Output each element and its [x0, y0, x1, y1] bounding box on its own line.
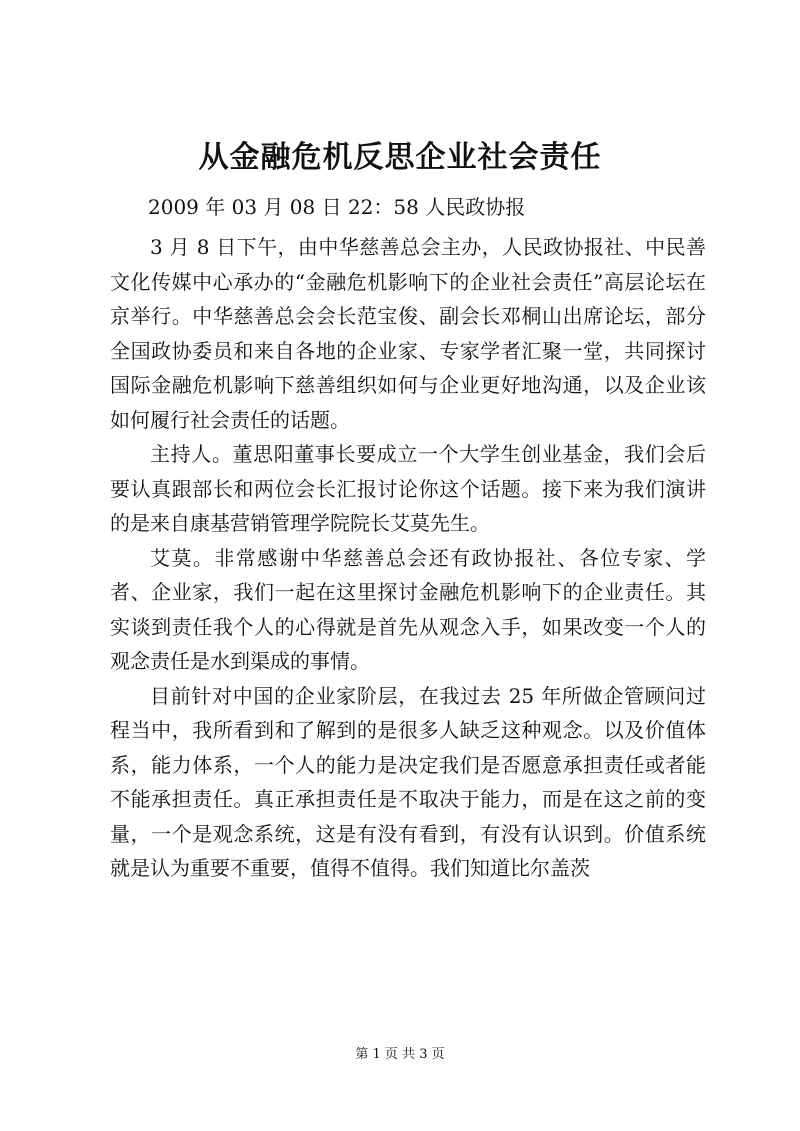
paragraph: 艾莫。非常感谢中华慈善总会还有政协报社、各位专家、学者、企业家，我们一起在这里探讨金融危机影响下的企业责任。其实谈到责任我个人的心得就是首先从观念入手，如果改变一个人的观念责任是水到渠成的事情。 [110, 545, 706, 673]
page-footer: 第 1 页 共 3 页 [355, 1047, 445, 1062]
article-body [110, 230, 706, 886]
paragraph: 主持人。董思阳董事长要成立一个大学生创业基金，我们会后要认真跟部长和两位会长汇报讨论你这个话题。接下来为我们演讲的是来自康基营销管理学院院长艾莫先生。 [110, 442, 706, 535]
paragraph: 3 月 8 日下午，由中华慈善总会主办，人民政协报社、中民善文化传媒中心承办的“金融危机影响下的企业社会责任”高层论坛在京举行。中华慈善总会会长范宝俊、副会长邓桐山出席论坛，部分全国政协委员和来自各地的企业家、专家学者汇聚一堂，共同探讨国际金融危机影响下慈善组织如何与企业更好地沟通，以及企业该如何履行社会责任的话题。 [110, 235, 706, 432]
page-title: 从金融危机反思企业社会责任 [198, 140, 602, 175]
byline: 2009 年 03 月 08 日 22：58 人民政协报 [148, 195, 526, 219]
paragraph: 目前针对中国的企业家阶层，在我过去 25 年所做企管顾问过程当中，我所看到和了解到的是很多人缺乏这种观念。以及价值体系，能力体系，一个人的能力是决定我们是否愿意承担责任或者能不能承担责任。真正承担责任是不取决于能力，而是在这之前的变量，一个是观念系统，这是有没有看到，有没有认识到。价值系统就是认为重要不重要，值得不值得。我们知道比尔盖茨 [110, 683, 706, 880]
